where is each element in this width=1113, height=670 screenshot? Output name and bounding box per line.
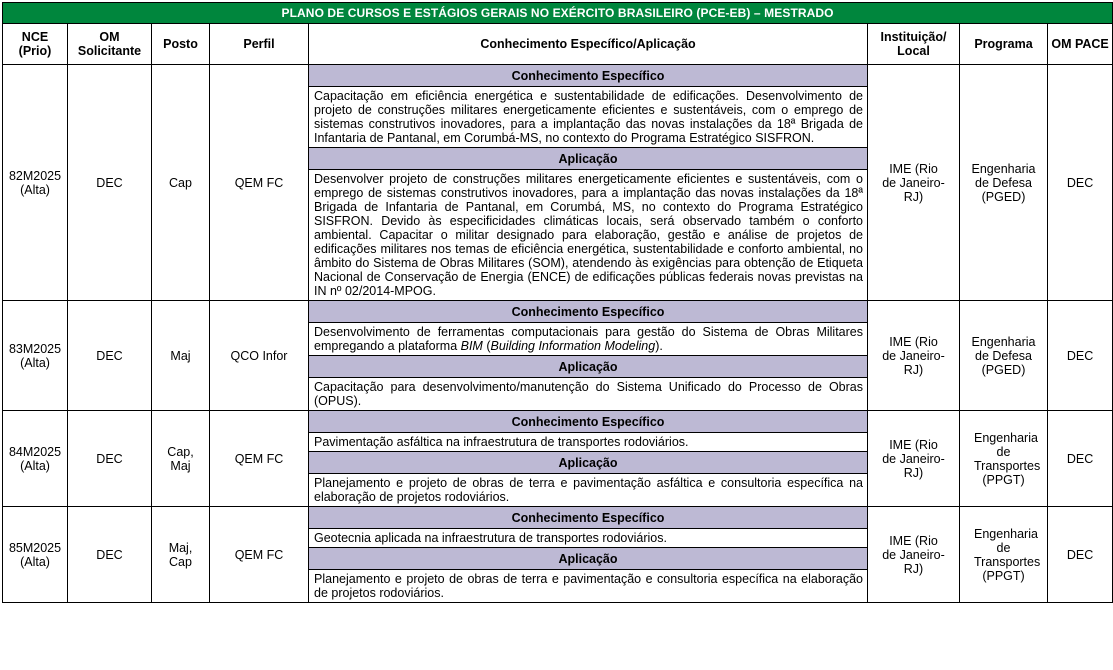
conhecimento-text-italic: BIM <box>460 339 483 353</box>
aplicacao-text: Capacitação para desenvolvimento/manutenção do Sistema Unificado do Processo de Obras (OPUS). <box>309 378 867 411</box>
table-title: PLANO DE CURSOS E ESTÁGIOS GERAIS NO EXÉRCITO BRASILEIRO (PCE-EB) – MESTRADO <box>3 3 1113 24</box>
cell-programa: Engenharia de Transportes (PPGT) <box>960 507 1048 603</box>
section-label-conhecimento: Conhecimento Específico <box>309 65 867 87</box>
cell-perfil: QEM FC <box>210 507 309 603</box>
cell-om-pace: DEC <box>1048 301 1113 411</box>
conhecimento-text-italic: Building Information Modeling <box>490 339 656 353</box>
cell-nce: 82M2025 (Alta) <box>3 65 68 301</box>
section-label-conhecimento: Conhecimento Específico <box>309 301 867 323</box>
section-label-aplicacao: Aplicação <box>309 452 867 474</box>
cell-om-pace: DEC <box>1048 507 1113 603</box>
cell-instituicao: IME (Rio de Janeiro-RJ) <box>868 507 960 603</box>
header-conhecimento-aplicacao: Conhecimento Específico/Aplicação <box>309 24 868 65</box>
courses-table <box>2 2 1113 603</box>
cell-posto: Maj <box>152 301 210 411</box>
conhecimento-text-part: ). <box>655 339 663 353</box>
cell-instituicao: IME (Rio de Janeiro-RJ) <box>868 65 960 301</box>
cell-om-solicitante: DEC <box>68 411 152 507</box>
cell-instituicao: IME (Rio de Janeiro-RJ) <box>868 411 960 507</box>
cell-nce: 85M2025 (Alta) <box>3 507 68 603</box>
cell-instituicao: IME (Rio de Janeiro-RJ) <box>868 301 960 411</box>
conhecimento-text <box>309 323 867 356</box>
header-posto: Posto <box>152 24 210 65</box>
header-om-pace: OM PACE <box>1048 24 1113 65</box>
cell-om-solicitante: DEC <box>68 65 152 301</box>
cell-nce: 84M2025 (Alta) <box>3 411 68 507</box>
cell-om-pace: DEC <box>1048 65 1113 301</box>
aplicacao-text: Planejamento e projeto de obras de terra e pavimentação asfáltica e consultoria específica na elaboração de projetos rodoviários. <box>309 474 867 507</box>
aplicacao-text: Desenvolver projeto de construções militares energeticamente eficientes e sustentáveis, com o emprego de sistemas construtivos inovadores, para a implantação das novas instalações da 18ª Brigada de Infantaria de Pantanal, em Corumbá, MS, no contexto do Programa Estratégico SISFRON. Devido às especificidades climáticas locais, será observado também o conforto ambiental. Capacitar o militar designado para elaboração, gestão e análise de projetos de edificações militares nos temas de eficiência energética, sustentabilidade e conforto ambiental, no âmbito do Sistema de Obras Militares (SOM), atendendo às exigências para obtenção de Etiqueta Nacional de Conservação de Energia (ENCE) de edificações públicas federais novas previstas na IN nº 02/2014-MPOG. <box>309 170 867 301</box>
cell-perfil: QEM FC <box>210 411 309 507</box>
cell-conhecimento-aplicacao <box>309 301 868 411</box>
cell-conhecimento-aplicacao <box>309 507 868 603</box>
cell-om-pace: DEC <box>1048 411 1113 507</box>
cell-nce: 83M2025 (Alta) <box>3 301 68 411</box>
table-row <box>3 507 1113 603</box>
cell-posto: Cap, Maj <box>152 411 210 507</box>
header-instituicao-local: Instituição/ Local <box>868 24 960 65</box>
table-row <box>3 65 1113 301</box>
section-label-aplicacao: Aplicação <box>309 548 867 570</box>
cell-posto: Maj, Cap <box>152 507 210 603</box>
conhecimento-text-part: Desenvolvimento de ferramentas computacionais para gestão do Sistema de Obras Militares empregando a plataforma <box>314 325 863 353</box>
header-programa: Programa <box>960 24 1048 65</box>
section-label-aplicacao: Aplicação <box>309 148 867 170</box>
header-om-solicitante: OM Solicitante <box>68 24 152 65</box>
cell-programa: Engenharia de Defesa (PGED) <box>960 301 1048 411</box>
cell-programa: Engenharia de Transportes (PPGT) <box>960 411 1048 507</box>
cell-perfil: QEM FC <box>210 65 309 301</box>
section-label-conhecimento: Conhecimento Específico <box>309 411 867 433</box>
cell-conhecimento-aplicacao <box>309 411 868 507</box>
conhecimento-text-part: ( <box>482 339 491 353</box>
cell-om-solicitante: DEC <box>68 301 152 411</box>
conhecimento-text: Capacitação em eficiência energética e sustentabilidade de edificações. Desenvolvimento de projeto de construções militares energeticamente eficientes e sustentáveis, com o emprego de sistemas construtivos inovadores, para a implantação das novas instalações da 18ª Brigada de Infantaria de Pantanal, em Corumbá-MS, no contexto do Programa Estratégico SISFRON. <box>309 87 867 148</box>
cell-posto: Cap <box>152 65 210 301</box>
cell-programa: Engenharia de Defesa (PGED) <box>960 65 1048 301</box>
header-nce: NCE (Prio) <box>3 24 68 65</box>
document-page <box>2 2 1113 603</box>
header-row <box>3 24 1113 65</box>
header-perfil: Perfil <box>210 24 309 65</box>
table-row <box>3 411 1113 507</box>
cell-om-solicitante: DEC <box>68 507 152 603</box>
section-label-aplicacao: Aplicação <box>309 356 867 378</box>
conhecimento-text: Geotecnia aplicada na infraestrutura de transportes rodoviários. <box>309 529 867 548</box>
section-label-conhecimento: Conhecimento Específico <box>309 507 867 529</box>
cell-perfil: QCO Infor <box>210 301 309 411</box>
conhecimento-text: Pavimentação asfáltica na infraestrutura de transportes rodoviários. <box>309 433 867 452</box>
table-row <box>3 301 1113 411</box>
aplicacao-text: Planejamento e projeto de obras de terra e pavimentação e consultoria específica na elaboração de projetos rodoviários. <box>309 570 867 603</box>
cell-conhecimento-aplicacao <box>309 65 868 301</box>
